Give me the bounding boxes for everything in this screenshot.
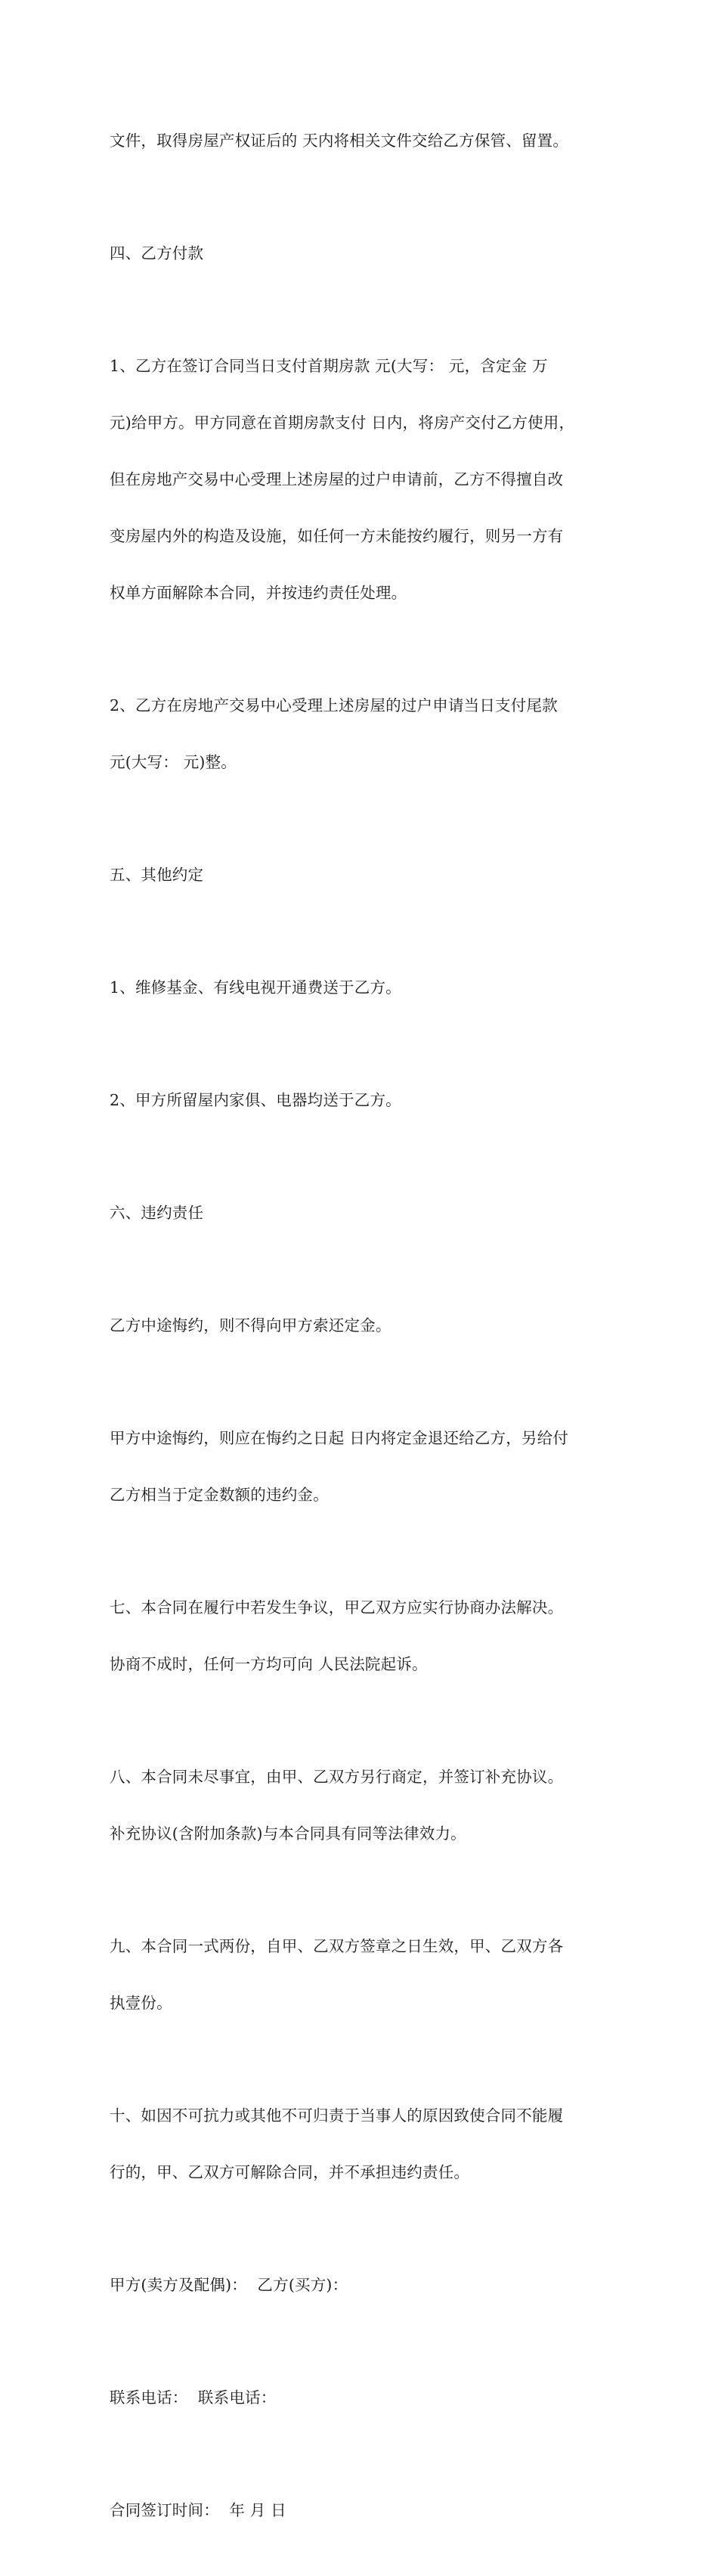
- text-line: 四、乙方付款: [110, 244, 204, 262]
- section-heading-liability: [110, 1166, 624, 1260]
- signature-parties: [110, 2238, 624, 2333]
- text-line: 行的，甲、乙双方可解除合同，并不承担违约责任。: [110, 2163, 470, 2181]
- paragraph-final-payment: [110, 659, 624, 810]
- text-line: 执壹份。: [110, 1994, 172, 2012]
- text-line: 甲方中途悔约，则应在悔约之日起 日内将定金退还给乙方，另给付: [110, 1429, 569, 1447]
- signature-phones: [110, 2351, 624, 2445]
- paragraph-buyer-default: [110, 1279, 624, 1373]
- paragraph-seller-default: [110, 1391, 624, 1542]
- text-line: 十、如因不可抗力或其他不可归责于当事人的原因致使合同不能履: [110, 2106, 564, 2125]
- text-line: 合同签订时间： 年 月 日: [110, 2501, 286, 2519]
- text-line: 乙方中途悔约，则不得向甲方索还定金。: [110, 1316, 391, 1334]
- paragraph-copies: [110, 1899, 624, 2051]
- text-line: 九、本合同一式两份，自甲、乙双方签章之日生效，甲、乙双方各: [110, 1937, 564, 1955]
- text-line: 2、甲方所留屋内家俱、电器均送于乙方。: [110, 1091, 401, 1109]
- text-line: 补充协议(含附加条款)与本合同具有同等法律效力。: [110, 1824, 466, 1843]
- text-line: 1、维修基金、有线电视开通费送于乙方。: [110, 978, 401, 997]
- text-line: 权单方面解除本合同，并按违约责任处理。: [110, 584, 407, 602]
- text-line: 文件，取得房屋产权证后的 天内将相关文件交给乙方保管、留置。: [110, 132, 569, 150]
- paragraph-supplementary: [110, 1730, 624, 1881]
- text-line: 2、乙方在房地产交易中心受理上述房屋的过户申请当日支付尾款: [110, 696, 558, 715]
- text-line: 元)给甲方。甲方同意在首期房款支付 日内，将房产交付乙方使用，: [110, 414, 575, 432]
- paragraph-force-majeure: [110, 2069, 624, 2220]
- paragraph-down-payment: [110, 319, 624, 640]
- section-heading-other-terms: [110, 828, 624, 922]
- text-line: 乙方相当于定金数额的违约金。: [110, 1486, 329, 1504]
- text-line: 1、乙方在签订合同当日支付首期房款 元(大写： 元，含定金 万: [110, 357, 548, 375]
- text-line: 五、其他约定: [110, 866, 204, 884]
- text-line: 但在房地产交易中心受理上述房屋的过户申请前，乙方不得擅自改: [110, 470, 564, 488]
- paragraph-maintenance-fund: [110, 941, 624, 1035]
- paragraph-furniture: [110, 1053, 624, 1148]
- text-line: 八、本合同未尽事宜，由甲、乙双方另行商定，并签订补充协议。: [110, 1768, 564, 1786]
- text-line: 联系电话： 联系电话：: [110, 2388, 277, 2407]
- text-line: 协商不成时，任何一方均可向 人民法院起诉。: [110, 1655, 428, 1673]
- text-line: 变房屋内外的构造及设施，如任何一方未能按约履行，则另一方有: [110, 527, 564, 545]
- contract-body: [110, 94, 624, 2576]
- paragraph-dispute: [110, 1561, 624, 1712]
- section-heading-payment: [110, 206, 624, 301]
- paragraph-document-handover: [110, 94, 624, 188]
- text-line: 甲方(卖方及配偶)： 乙方(买方)：: [110, 2276, 348, 2294]
- text-line: 七、本合同在履行中若发生争议，甲乙双方应实行协商办法解决。: [110, 1598, 564, 1617]
- signature-date: [110, 2463, 624, 2558]
- text-line: 六、违约责任: [110, 1204, 204, 1222]
- text-line: 元(大写： 元)整。: [110, 753, 237, 771]
